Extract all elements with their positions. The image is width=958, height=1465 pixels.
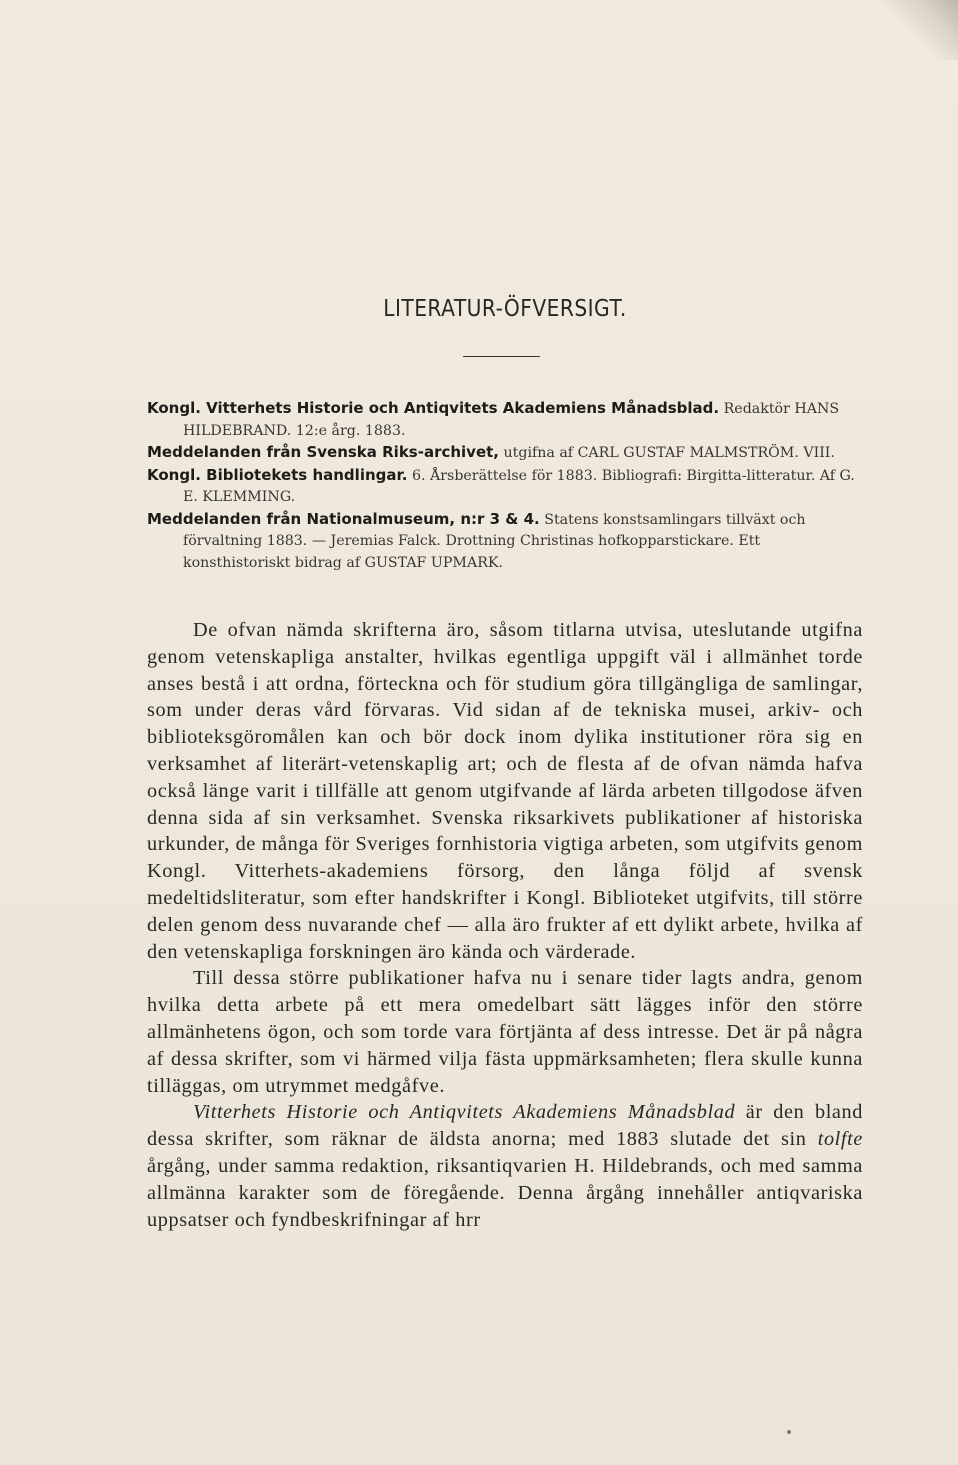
body-paragraph <box>147 1099 863 1233</box>
bibliography-entry <box>147 465 863 509</box>
bibliography-entry <box>147 509 863 575</box>
emphasized-word: tolfte <box>817 1128 863 1151</box>
title-divider <box>463 356 540 357</box>
publication-title: Vitterhets Historie och Antiqvitets Akademiens Månadsblad <box>193 1101 736 1124</box>
entry-title: Kongl. Vitterhets Historie och Antiqvitets Akademiens Månadsblad. <box>147 399 720 417</box>
body-paragraph: Till dessa större publikationer hafva nu i senare tider lagts andra, genom hvilka detta arbete på ett mera omedelbart sätt lägges inför den större allmänhetens ögon, och som torde vara förtjänta af dess intresse. Det är på några af dessa skrifter, som vi härmed vilja fästa uppmärksamheten; flera skulle kunna tilläggas, om utrymmet medgåfve. <box>147 967 863 1097</box>
paragraph-text: är den bland dessa skrifter, som räknar de äldsta anorna; med 1883 slutade det sin <box>147 1101 864 1151</box>
entry-title: Meddelanden från Svenska Riks-archivet, <box>147 443 500 461</box>
paper-speck <box>787 1430 791 1434</box>
bibliography-list <box>147 398 863 574</box>
bibliography-entry <box>147 442 863 465</box>
entry-title: Kongl. Bibliotekets handlingar. <box>147 465 408 484</box>
entry-details: Statens konstsamlingars tillväxt och förvaltning 1883. — Jeremias Falck. Drottning Christinas hofkopparstickare. Ett konsthistoriskt bidrag af GUSTAF UPMARK. <box>183 511 806 571</box>
paragraph-text: årgång, under samma redaktion, riksantiqvarien H. Hildebrands, och med samma allmänna karakter som de föregående. Denna årgång innehåller antiqvariska uppsatser och fyndbeskrifningar af hrr <box>147 1154 863 1231</box>
entry-details: 6. Årsberättelse för 1883. Bibliografi: Birgitta-litteratur. Af G. E. KLEMMING. <box>183 467 855 505</box>
page-title: LITERATUR-ÖFVERSIGT. <box>383 296 627 322</box>
page-corner-fold <box>868 0 958 60</box>
article-body <box>147 617 863 1233</box>
entry-title: Meddelanden från Nationalmuseum, n:r 3 & 4. <box>147 509 540 528</box>
entry-details: utgifna af CARL GUSTAF MALMSTRÖM. VIII. <box>503 445 835 461</box>
entry-details: Redaktör HANS HILDEBRAND. 12:e årg. 1883. <box>183 401 840 439</box>
bibliography-entry <box>147 398 863 442</box>
body-paragraph: De ofvan nämda skrifterna äro, såsom titlarna utvisa, uteslutande utgifna genom vetenskapliga anstalter, hvilkas egentliga uppgift väl i allmänhet torde anses bestå i att ordna, förteckna och för studium göra tillgängliga de samlingar, som under deras vård förvaras. Vid sidan af de tekniska musei, arkiv- och biblioteksgöromålen kan och bör dock inom dylika institutioner röra sig en verksamhet af literärt-vetenskaplig art; och de flesta af de ofvan nämda hafva också länge varit i tillfälle att genom utgifvande af lärda arbeten tillgodose äfven denna sida af sin verksamhet. Svenska riksarkivets publikationer af historiska urkunder, de många för Sveriges fornhistoria vigtiga arbeten, som utgifvits genom Kongl. Vitterhets-akademiens försorg, den långa följd af svensk medeltidsliteratur, som efter handskrifter i Kongl. Biblioteket utgifvits, till större delen genom dess nuvarande chef — alla äro frukter af ett dylikt arbete, hvilka af den vetenskapliga forskningen äro kända och värderade. <box>147 619 863 963</box>
